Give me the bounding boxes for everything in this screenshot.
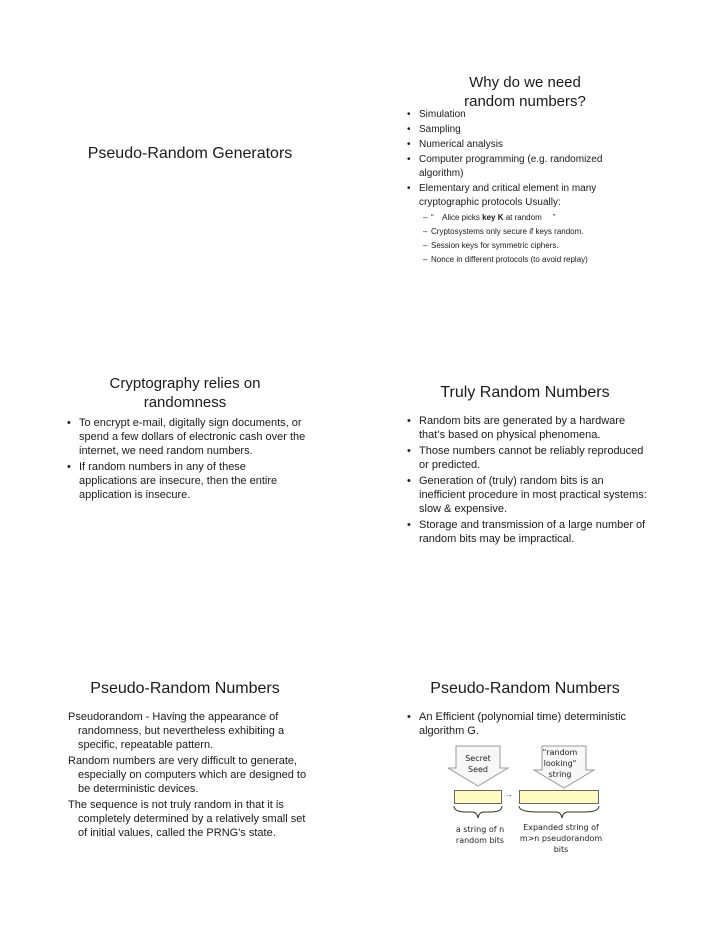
sub-suffix: at random ” [503,213,556,222]
sub-prefix: “ Alice picks [431,213,483,222]
slide2-title-line1: Why do we need [469,74,581,91]
slide3-bullet: • To encrypt e-mail, digitally sign documents, or spend a few dollars of electronic cash over the internet, we need random numbers. [67,416,307,458]
right-caption: Expanded string of m>n pseudorandom bits [519,823,603,854]
slide2-bullet: • Numerical analysis [407,138,637,152]
slide3-content [67,416,307,504]
slide2-title-line2: random numbers? [464,93,586,110]
slide2-sub-bullet: – Cryptosystems only secure if keys random. [423,225,637,238]
slide3-title-line2: randomness [143,394,227,411]
slide4-bullet: • Random bits are generated by a hardware that’s based on physical phenomena. [407,414,647,442]
left-brace [454,806,502,818]
slide4-content [407,414,647,548]
slide2-sub-list [423,211,637,266]
slide2-sub-bullet: – Nonce in different protocols (to avoid replay) [423,253,637,266]
slide3-bullet: • If random numbers in any of these applications are insecure, then the entire application is insecure. [67,460,307,502]
expand-arrow-icon: → [505,790,513,799]
slide5-title: Pseudo-Random Numbers [90,680,280,697]
brace-lines [450,804,605,822]
slide4-bullet: • Generation of (truly) random bits is an inefficient procedure in most practical systems: slow & expensive. [407,474,647,516]
slide2-bullet: • Computer programming (e.g. randomized algorithm) [407,153,637,181]
slide6-title: Pseudo-Random Numbers [430,680,620,697]
slide2-sub-bullet [423,211,637,224]
slide2-bullet: • Simulation [407,108,637,122]
slide5-paragraph: Pseudorandom - Having the appearance of randomness, but nevertheless exhibiting a specific, repeatable pattern. [68,711,285,751]
slide3-title-line1: Cryptography relies on [109,375,261,392]
output-label: "random looking" string [542,748,578,779]
slide6-content [407,710,647,740]
slide5-content [68,710,308,842]
slide2-bullet: • Sampling [407,123,637,137]
slide4-bullet: • Storage and transmission of a large number of random bits may be impractical. [407,518,647,546]
right-brace [519,806,599,818]
slide2-sub-bullet: – Session keys for symmetric ciphers. [423,239,637,252]
slide2-bullet-text: Elementary and critical element in many cryptographic protocols Usually: [419,183,597,208]
slide1-title: Pseudo-Random Generators [87,145,293,162]
sub-bold: key K [482,213,504,222]
seed-bits-bar [454,790,502,804]
slide5-paragraph: The sequence is not truly random in that it is completely determined by a relatively small set of initial values, called the PRNG's state. [68,799,306,839]
slide2-bullet [407,182,637,266]
slide4-bullet: • Those numbers cannot be reliably reproduced or predicted. [407,444,647,472]
pseudorandom-bits-bar [519,790,599,804]
slide5-paragraph: Random numbers are very difficult to generate, especially on computers which are designed to be deterministic devices. [68,755,307,795]
left-caption: a string of n random bits [455,825,505,845]
slide2-content [407,108,637,267]
slide4-title: Truly Random Numbers [440,384,610,401]
seed-label: Secret Seed [465,754,491,774]
slide2-title [420,73,630,111]
slide6-bullet: • An Efficient (polynomial time) deterministic algorithm G. [407,710,647,738]
slide3-title [80,374,290,412]
